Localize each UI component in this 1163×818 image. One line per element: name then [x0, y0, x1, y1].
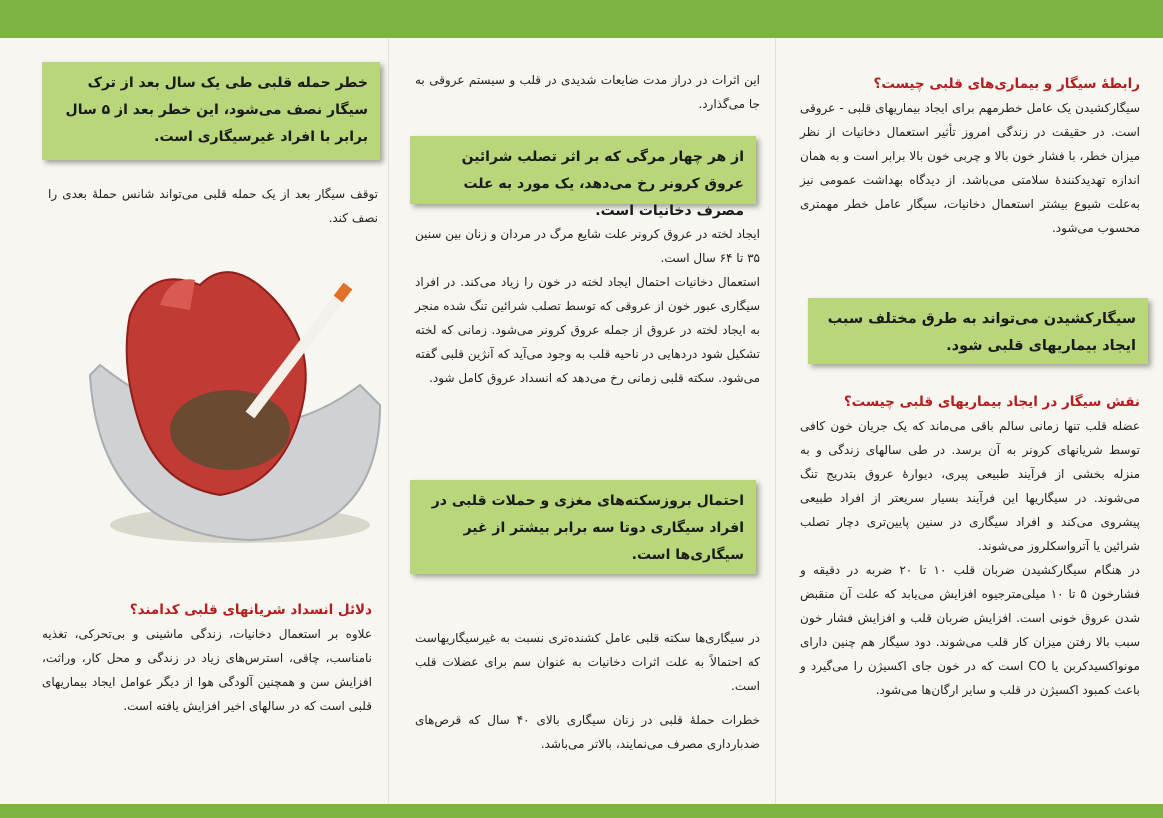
paragraph-fatal-attack: در سیگاری‌ها سکته قلبی عامل کشنده‌تری نسبت به غیرسیگاریهاست که احتمالاً به علت اثرات دخانیات به عنوان سم برای عضلات قلب است. — [415, 631, 760, 693]
right-column — [800, 72, 1140, 240]
paragraph-blockage-reasons: علاوه بر استعمال دخانیات، زندگی ماشینی و بی‌تحرکی، تغذیه نامناسب، چاقی، استرس‌های زیاد در زندگی و محل کار، وراثت، افزایش سن و همچنین آلودگی هوا از دیگر عوامل ایجاد بیماریهای قلبی است که در سالهای اخیر افزایش یافته است. — [42, 627, 372, 713]
highlight-box-middle-1-text: از هر چهار مرگی که بر اثر تصلب شرائین عروق کرونر رخ می‌دهد، یک مورد به علت مصرف دخانیات است. — [461, 149, 744, 219]
paragraph-heart-rate: در هنگام سیگارکشیدن ضربان قلب ۱۰ تا ۲۰ ضربه در دقیقه و فشارخون ۵ تا ۱۰ میلی‌مترجیوه افزایش می‌یابد که علت آن منقبض شدن عروق خونی است. افزایش ضربان قلب و افزایش فشار خون سبب بالا رفتن میزان کار قلب می‌شوند. دود سیگار هم چنین دارای مونواکسیدکربن یا CO است که در خون جای اکسیژن را می‌گیرد و باعث کمبود اکسیژن در قلب و سایر ارگان‌ها می‌شود. — [800, 563, 1141, 697]
tobacco-ash — [170, 390, 290, 470]
bottom-green-band — [0, 804, 1163, 818]
paragraph-clot-process: استعمال دخانیات احتمال ایجاد لخته در خون را زیاد می‌کند. در افراد سیگاری عبور خون از عروقی که توسط تصلب شرائین تنگ شده منجر به ایجاد لخته در عروق از جمله عروق کرونر می‌شود. زمانی که لخته تشکیل شود دردهایی در ناحیه قلب به وجود می‌آید که آنژین قلبی گفته می‌شود. سکته قلبی زمانی رخ می‌دهد که انسداد عروق کامل شود. — [415, 275, 760, 385]
paragraph-relation: سیگارکشیدن یک عامل خطرمهم برای ایجاد بیماریهای قلبی - عروقی است. در حقیقت در زندگی امروز تأثیر استعمال دخانیات از نظر میزان خطر، با فشار خون بالا و چربی خون بالا برابر است و به همان اندازه تهدیدکنندۀ سلامتی می‌باشد. از دیدگاه بهداشت عمومی نیز به‌علت شیوع بیشتر استعمال دخانیات، سیگار عامل خطر مهمتری محسوب می‌شود. — [800, 101, 1140, 235]
paragraph-women-risk: خطرات حملۀ قلبی در زنان سیگاری بالای ۴۰ سال که قرص‌های ضدبارداری مصرف می‌نمایند، بالاتر می‌باشد. — [415, 713, 760, 751]
left-column-bottom — [42, 598, 372, 718]
paragraph-quit-after-attack: توقف سیگار بعد از یک حمله قلبی می‌تواند شانس حملۀ بعدی را نصف کند. — [48, 187, 378, 225]
right-column-lower — [800, 390, 1140, 702]
heading-blockage-reasons: دلائل انسداد شریانهای قلبی کدامند؟ — [129, 602, 372, 618]
highlight-box-middle-2 — [410, 480, 756, 574]
heart-ashtray-cigarette-icon — [60, 255, 390, 555]
paragraph-long-term-effects: این اثرات در دراز مدت ضایعات شدیدی در قلب و سیستم عروقی به جا می‌گذارد. — [415, 73, 760, 111]
highlight-box-middle-2-text: احتمال بروزسکته‌های مغزی و حملات قلبی در افراد سیگاری دوتا سه برابر بیشتر از غیر سیگاری‌ها است. — [431, 493, 744, 563]
highlight-box-right-text: سیگارکشیدن می‌تواند به طرق مختلف سبب ایجاد بیماریهای قلبی شود. — [827, 311, 1136, 354]
highlight-box-right — [808, 298, 1148, 364]
paragraph-clot-cause: ایجاد لخته در عروق کرونر علت شایع مرگ در مردان و زنان بین سنین ۳۵ تا ۶۴ سال است. — [415, 227, 760, 265]
fold-line-right — [775, 38, 776, 804]
heading-smoking-role: نقش سیگار در ایجاد بیماریهای قلبی چیست؟ — [843, 394, 1140, 410]
top-green-band — [0, 0, 1163, 38]
middle-column-bottom — [415, 626, 760, 756]
highlight-box-left — [42, 62, 380, 160]
middle-column-top — [415, 68, 760, 116]
highlight-box-left-text: خطر حمله قلبی طی یک سال بعد از ترک سیگار نصف می‌شود، این خطر بعد از ۵ سال برابر با افراد غیرسیگاری است. — [65, 75, 368, 145]
left-column-top — [48, 182, 378, 230]
middle-column-mid — [415, 222, 760, 390]
paragraph-role: عضله قلب تنها زمانی سالم باقی می‌ماند که یک جریان خون کافی توسط شریانهای کرونر به آن برسد. در طی سالهای زندگی و به منزله بخشی از فرآیند طبیعی پیری، دیوارۀ عروق بتدریج تنگ می‌شوند. در سیگاریها این فرآیند بسیار سریعتر از افراد طبیعی پیشروی می‌کند و افراد سیگاری در سنین پایین‌تری دچار تصلب شرائین یا آترواسکلروز می‌شوند. — [800, 419, 1140, 553]
highlight-box-middle-1 — [410, 136, 756, 219]
heading-smoking-heart-relation: رابطۀ سیگار و بیماری‌های قلبی چیست؟ — [873, 76, 1140, 92]
